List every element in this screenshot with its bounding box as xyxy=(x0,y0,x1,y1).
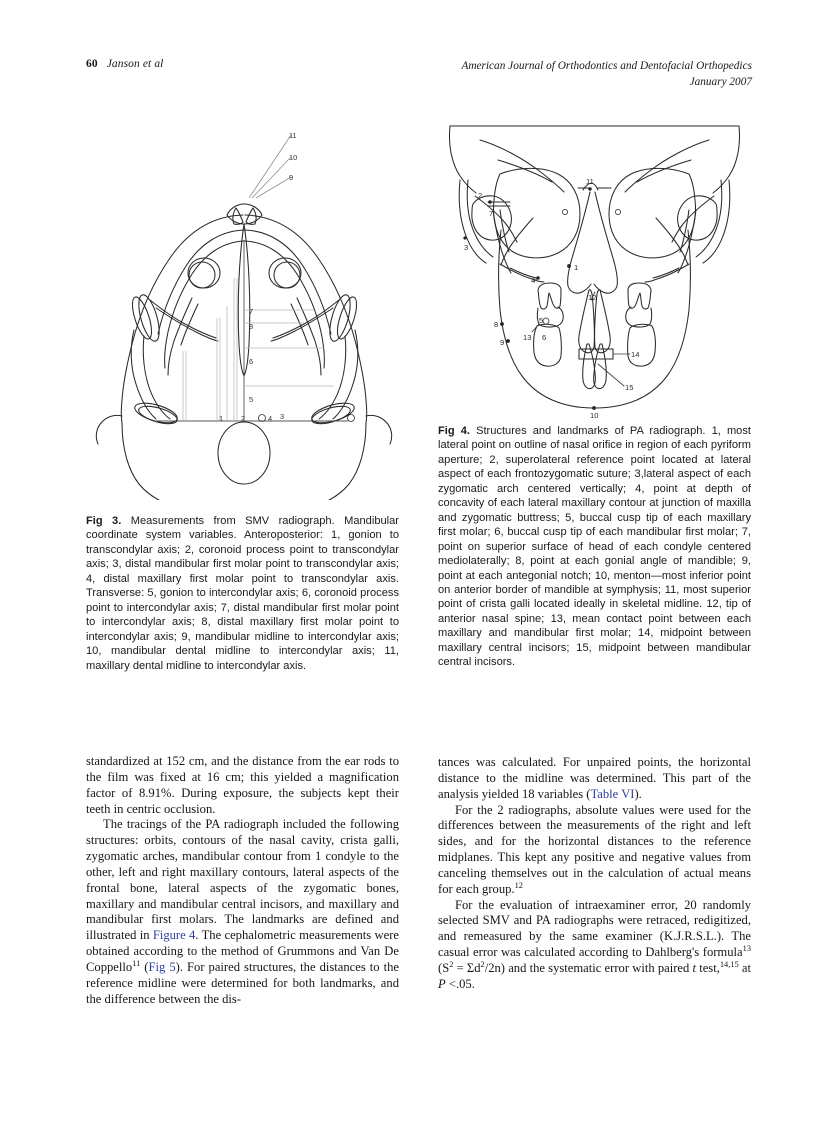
svg-text:3: 3 xyxy=(280,412,285,421)
ref-12[interactable]: 12 xyxy=(514,880,523,890)
svg-text:8: 8 xyxy=(494,320,499,329)
issue-date: January 2007 xyxy=(689,76,752,88)
svg-text:6: 6 xyxy=(249,357,254,366)
figure-3-caption-text: Measurements from SMV radiograph. Mandibular coordinate system variables. Anteroposterior: 1, gonion to transcondylar axis; 2, coronoid process point to transcondylar axis; 3, distal mandibular first molar point to transcondylar axis; 4, distal maxillary first molar point to transcondylar axis. Transverse: 5, gonion to intercondylar axis; 6, coronoid process point to intercondylar axis; 7, distal mandibular first molar point to intercondylar axis; 8, distal maxillary first molar point to intercondylar axis; 9, mandibular midline to intercondylar axis; 10, mandibular dental midline to intercondylar axis; 11, maxillary dental midline to intercondylar axis. xyxy=(86,515,399,672)
svg-text:11: 11 xyxy=(586,177,594,186)
body-right-p3-f: at xyxy=(738,960,751,975)
body-column-right xyxy=(438,755,751,993)
body-right-paragraph-1 xyxy=(438,755,751,803)
svg-text:12: 12 xyxy=(588,293,597,302)
fig4-landmark-labels xyxy=(464,177,639,418)
body-right-p1-a: tances was calculated. For unpaired points, the horizontal distance to the midline was determined. This part of the analysis yielded 18 variables ( xyxy=(438,755,751,801)
svg-text:5: 5 xyxy=(539,316,544,325)
p-value-italic: P xyxy=(438,976,446,991)
body-right-p3-d: /2n) and the systematic error with paired xyxy=(484,960,693,975)
svg-text:2: 2 xyxy=(478,191,483,200)
svg-text:9: 9 xyxy=(500,338,505,347)
svg-text:14: 14 xyxy=(631,350,640,359)
body-column-left xyxy=(86,754,399,1008)
body-right-p3-e: test, xyxy=(696,960,720,975)
svg-text:2: 2 xyxy=(241,414,246,423)
t-statistic-italic: t xyxy=(692,960,696,975)
ref-13[interactable]: 13 xyxy=(742,943,751,953)
body-left-p2-a: The tracings of the PA radiograph included the following structures: orbits, contours of the nasal cavity, crista galli, zygomatic arches, mandibular contour from 1 condyle to the other, left and right maxillary contours, lateral aspects of the frontal bone, lateral aspects of the zygomatic bones, maxillary and mandibular central incisors, and maxillary and mandibular first molars. The landmarks are defined and illustrated in xyxy=(86,817,399,943)
column-left xyxy=(86,118,400,1006)
svg-text:1: 1 xyxy=(219,414,224,423)
running-head-right xyxy=(461,58,752,90)
body-right-p3-g: <.05. xyxy=(445,976,475,991)
body-right-p1-b: ). xyxy=(634,786,642,801)
body-left-p2-b: . The cephalometric measurements were obtained according to the method of Grummons and Van De Coppello xyxy=(86,928,399,974)
pa-tracing-svg xyxy=(438,118,751,418)
body-left-p2-c: ( xyxy=(140,959,149,974)
body-left-paragraph-2 xyxy=(86,817,399,1007)
body-left-paragraph-1: standardized at 152 cm, and the distance from the ear rods to the film was fixed at 16 cm; this yielded a magnification factor of 8.91%. During exposure, the subjects kept their teeth in centric occlusion. xyxy=(86,754,399,816)
svg-text:10: 10 xyxy=(590,411,599,418)
svg-text:4: 4 xyxy=(268,414,273,423)
smv-tracing-svg xyxy=(86,118,399,500)
body-right-p3-b: (S xyxy=(438,960,450,975)
table-vi-crossref-link[interactable]: Table VI xyxy=(590,786,635,801)
figure-3-caption xyxy=(86,514,399,673)
svg-text:3: 3 xyxy=(464,243,469,252)
figure-5-crossref-link[interactable]: Fig 5 xyxy=(148,959,176,974)
running-head-left xyxy=(86,58,163,70)
svg-text:9: 9 xyxy=(289,173,294,182)
running-head-authors: Janson et al xyxy=(106,58,164,70)
figure-4-label: Fig 4. xyxy=(438,425,470,437)
figure-4-caption-text: Structures and landmarks of PA radiograph. 1, most lateral point on outline of nasal orifice in region of each pyriform aperture; 2, superolateral reference point located at lateral aspect of each frontozygomatic suture; 3,lateral aspect of each zygomatic arch centered vertically; 4, point at depth of concavity of each lateral maxillary contour at junction of maxilla and zygomatic buttress; 5, buccal cusp tip of each maxillary first molar; 6, buccal cusp tip of each mandibular first molar; 7, point on superior surface of head of each condyle centered mediolaterally; 8, point at each gonial angle of mandible; 9, point at each antegonial notch; 10, menton—most inferior point on anterior border of mandible at symphysis; 11, most superior point of crista galli located ideally in skeletal midline. 12, tip of anterior nasal spine; 13, mean contact point between each maxillary and mandibular first molar; 14, midpoint between maxillary central incisors; 15, midpoint between mandibular central incisors. xyxy=(438,425,751,669)
svg-text:15: 15 xyxy=(625,383,634,392)
ref-11[interactable]: 11 xyxy=(132,958,141,968)
body-right-paragraph-2 xyxy=(438,803,751,898)
svg-text:5: 5 xyxy=(249,395,254,404)
svg-text:6: 6 xyxy=(542,333,547,342)
svg-text:4: 4 xyxy=(531,276,536,285)
svg-text:7: 7 xyxy=(489,209,494,218)
ref-14-15[interactable]: 14,15 xyxy=(719,959,739,969)
figure-4-crossref-link[interactable]: Figure 4 xyxy=(152,928,196,943)
svg-text:1: 1 xyxy=(574,263,579,272)
body-right-p2-a: For the 2 radiographs, absolute values were used for the differences between the measurements of the right and left sides, and for the horizontal distances to the reference midplanes. This kept any positive and negative values from canceling themselves out in the calculation of actual means for each group. xyxy=(438,802,751,896)
body-right-paragraph-3 xyxy=(438,898,751,993)
figure-4-image xyxy=(438,118,751,418)
svg-text:13: 13 xyxy=(523,333,532,342)
running-head xyxy=(86,58,752,98)
svg-text:8: 8 xyxy=(249,322,254,331)
svg-text:11: 11 xyxy=(289,131,297,140)
svg-text:7: 7 xyxy=(249,307,254,316)
figure-3-image xyxy=(86,118,399,500)
figure-3-label: Fig 3. xyxy=(86,515,122,527)
figure-4-caption xyxy=(438,424,751,670)
page-number: 60 xyxy=(86,58,98,70)
body-right-p3-a: For the evaluation of intraexaminer error, 20 randomly selected SMV and PA radiographs were retraced, redigitized, and remeasured by the same examiner (K.J.R.S.L.). The casual error was calculated according to Dahlberg's formula xyxy=(438,897,751,960)
fig3-landmark-labels xyxy=(219,131,297,423)
journal-title: American Journal of Orthodontics and Dentofacial Orthopedics xyxy=(461,60,752,72)
body-left-p2-d: ). For paired structures, the distances to the reference midline were determined for both landmarks, and the difference between the dis- xyxy=(86,959,400,1006)
body-right-p3-c: = Σd xyxy=(453,960,481,975)
formula-exp-2: 2 xyxy=(480,959,485,969)
svg-text:10: 10 xyxy=(289,153,298,162)
formula-exp-1: 2 xyxy=(449,959,454,969)
